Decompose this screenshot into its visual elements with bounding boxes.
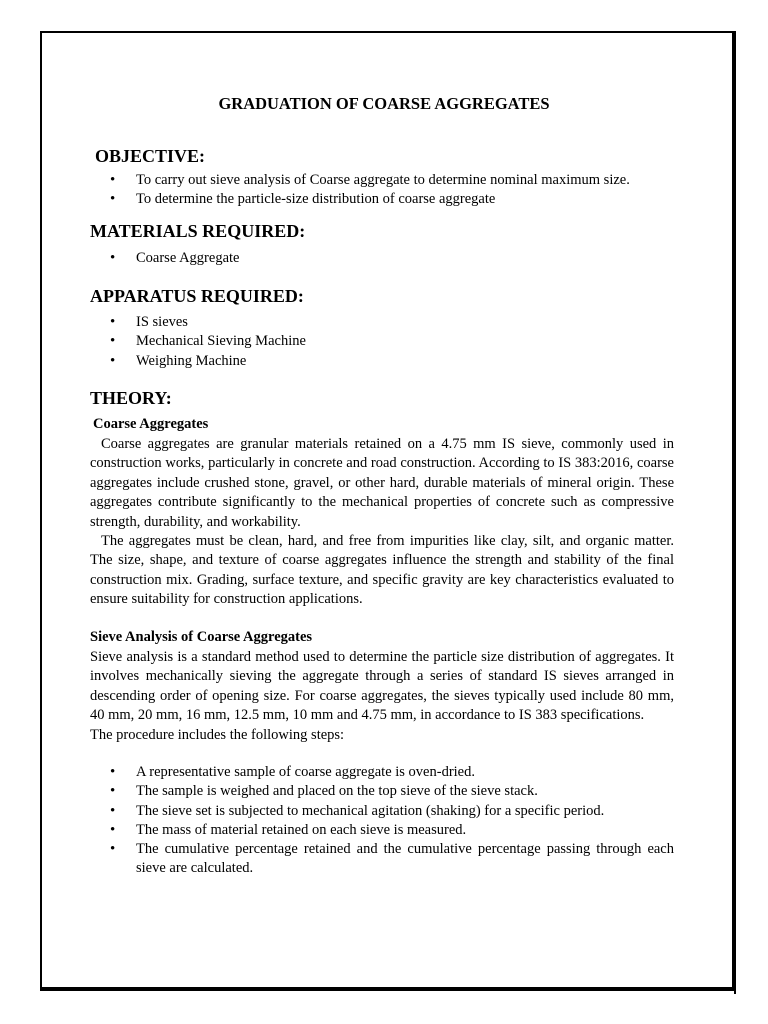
sieve-analysis-text [90, 648, 674, 745]
coarse-aggregates-subheading: Coarse Aggregates [93, 416, 209, 432]
materials-list [110, 249, 680, 268]
list-item: • The mass of material retained on each sieve is measured. [110, 821, 674, 840]
page-shadow-bottom [40, 989, 736, 991]
paragraph: Sieve analysis is a standard method used to determine the particle size distribution of aggregates. It involves mechanically sieving the aggregate through a series of standard IS sieves arranged in descending order of opening size. For coarse aggregates, the sieves typically used include 80 mm, 40 mm, 20 mm, 16 mm, 12.5 mm, 10 mm and 4.75 mm, in accordance to IS 383 specifications. [90, 649, 674, 724]
theory-heading: THEORY: [90, 388, 172, 408]
list-item: • The sample is weighed and placed on the top sieve of the sieve stack. [110, 782, 674, 801]
document-title: GRADUATION OF COARSE AGGREGATES [218, 94, 550, 113]
page-shadow-right [734, 31, 736, 994]
list-item: • IS sieves [110, 313, 680, 332]
sieve-analysis-subheading: Sieve Analysis of Coarse Aggregates [90, 629, 313, 645]
list-item: • The cumulative percentage retained and the cumulative percentage passing through each sieve are calculated. [110, 840, 674, 879]
paragraph: The aggregates must be clean, hard, and free from impurities like clay, silt, and organic matter. The size, shape, and texture of coarse aggregates influence the strength and stability of the final construction mix. Grading, surface texture, and specific gravity are key characteristics evaluated to ensure suitability for construction applications. [90, 533, 674, 608]
apparatus-heading: APPARATUS REQUIRED: [90, 286, 304, 306]
list-item: • Coarse Aggregate [110, 249, 680, 268]
list-item: • Mechanical Sieving Machine [110, 332, 680, 351]
coarse-aggregates-text [90, 435, 674, 610]
list-item: • Weighing Machine [110, 352, 680, 371]
procedure-intro: The procedure includes the following steps: [90, 726, 345, 743]
procedure-steps [110, 763, 674, 879]
list-item: • To carry out sieve analysis of Coarse aggregate to determine nominal maximum size. [110, 171, 680, 190]
objective-heading: OBJECTIVE: [95, 146, 206, 166]
materials-heading: MATERIALS REQUIRED: [90, 221, 306, 241]
list-item: • To determine the particle-size distribution of coarse aggregate [110, 190, 680, 209]
list-item: • The sieve set is subjected to mechanical agitation (shaking) for a specific period. [110, 802, 674, 821]
objective-list [110, 171, 680, 210]
apparatus-list [110, 313, 680, 371]
paragraph: Coarse aggregates are granular materials retained on a 4.75 mm IS sieve, commonly used in construction works, particularly in concrete and road construction. According to IS 383:2016, coarse aggregates include crushed stone, gravel, or other hard, durable materials of mineral origin. These aggregates contribute significantly to the mechanical properties of concrete such as compressive strength, durability, and workability. [90, 436, 674, 530]
list-item: • A representative sample of coarse aggregate is oven-dried. [110, 763, 674, 782]
